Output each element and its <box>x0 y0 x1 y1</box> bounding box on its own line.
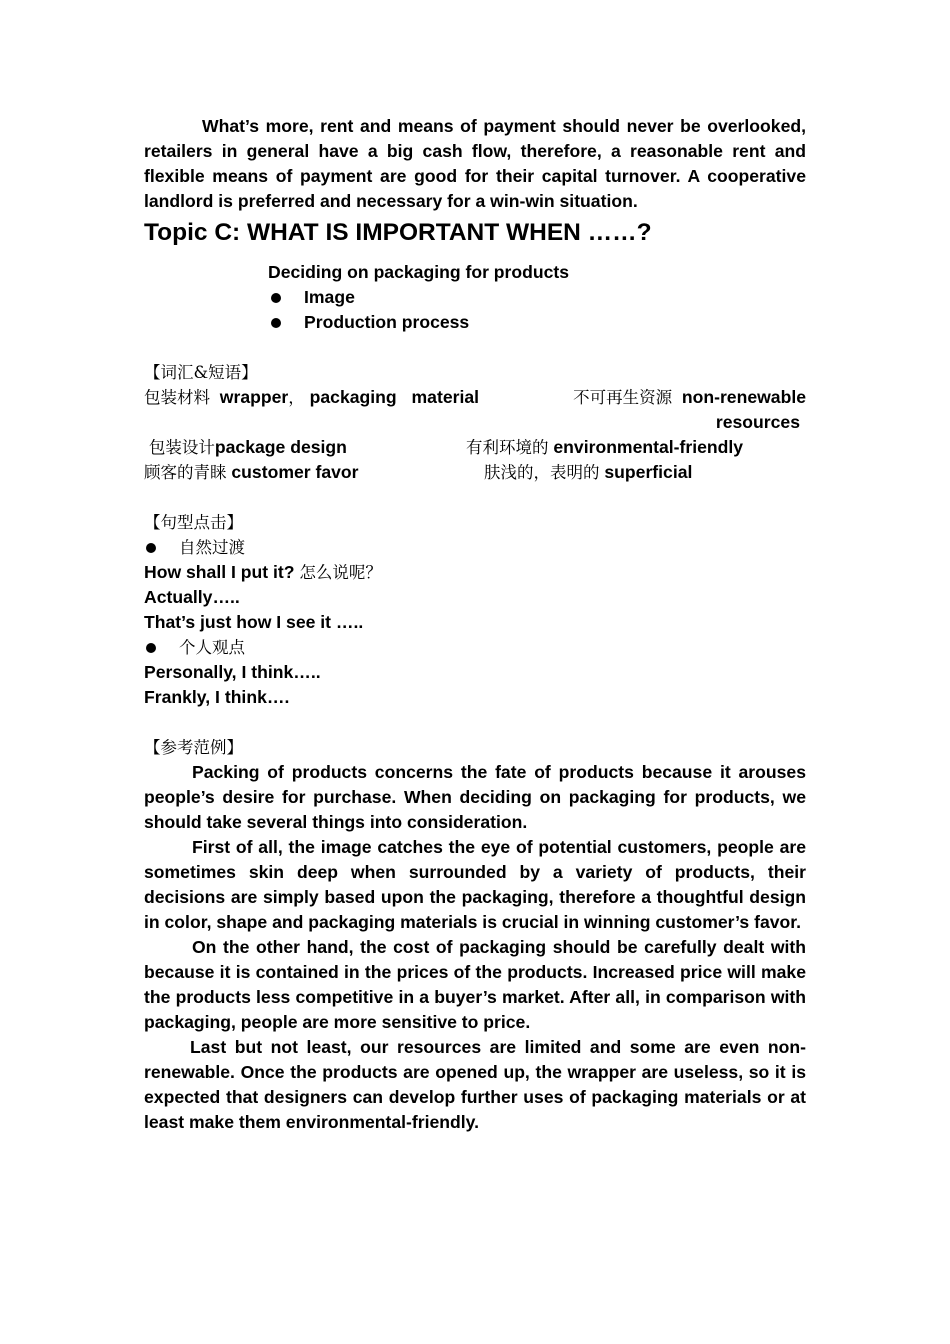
group-label-text: 自然过渡 <box>179 538 245 557</box>
sample-paragraph: First of all, the image catches the eye of potential customers, people are sometimes skin deep when surrounded by a variety of products, their decisions are simply based upon the packaging, therefore a thoughtful design in color, shape and packaging materials is crucial in winning customer’s favor. <box>144 837 806 932</box>
phrase-line: That’s just how I see it ….. <box>144 612 364 632</box>
vocab-row <box>144 385 806 410</box>
vocab-cn: 有利环境的 <box>466 438 549 457</box>
vocab-en: non-renewable <box>681 387 806 407</box>
bullet-icon <box>146 643 156 653</box>
sample-heading: 【参考范例】 <box>144 738 243 757</box>
document-page <box>144 114 806 1135</box>
bullet-icon <box>271 318 281 328</box>
sample-section <box>144 735 806 1135</box>
outline-bullet-text: Image <box>304 287 355 307</box>
vocab-en: wrapper <box>219 387 289 407</box>
phrase-group-label <box>144 635 806 660</box>
vocab-cn: 包装设计 <box>148 438 215 457</box>
sample-paragraph: Packing of products concerns the fate of products because it arouses people’s desire for purchase. When deciding on packaging for products, we should take several things into consideration. <box>144 762 806 832</box>
vocab-cn: 顾客的青睐 <box>144 463 227 482</box>
outline-heading: Deciding on packaging for products <box>268 262 570 282</box>
vocab-continuation: resources <box>715 412 800 432</box>
vocab-cell <box>144 460 466 485</box>
phrases-section <box>144 510 806 710</box>
vocab-sep: ， <box>288 388 305 407</box>
vocab-en: packaging material <box>309 387 480 407</box>
vocab-en: package design <box>214 437 347 457</box>
sample-paragraph: Last but not least, our resources are limited and some are even non-renewable. Once the products are opened up, the wrapper are useless, so it is expected that designers can develop further uses of packaging materials or at least make them environmental-friendly. <box>144 1037 806 1132</box>
vocab-grid <box>144 435 806 485</box>
phrases-heading: 【句型点击】 <box>144 513 243 532</box>
vocab-right <box>573 385 806 410</box>
vocab-section <box>144 360 806 485</box>
bullet-icon <box>271 293 281 303</box>
vocab-cn: 肤浅的，表明的 <box>484 463 600 482</box>
phrase-line: Personally, I think….. <box>144 662 321 682</box>
bullet-icon <box>146 543 156 553</box>
vocab-cell <box>466 460 806 485</box>
vocab-cell <box>466 435 806 460</box>
sample-paragraph: On the other hand, the cost of packaging should be carefully dealt with because it is contained in the prices of the products. Increased price will make the products less competitive in a buyer’s market. After all, in comparison with packaging, people are more sensitive to price. <box>144 937 806 1032</box>
intro-paragraph: What’s more, rent and means of payment should never be overlooked, retailers in general have a big cash flow, therefore, a reasonable rent and flexible means of payment are good for their capital turnover. A cooperative landlord is preferred and necessary for a win-win situation. <box>144 116 806 211</box>
outline-bullet <box>268 285 806 310</box>
vocab-heading: 【词汇&短语】 <box>144 363 258 382</box>
outline-bullet <box>268 310 806 335</box>
vocab-en: superficial <box>604 462 693 482</box>
group-label-text: 个人观点 <box>179 638 245 657</box>
outline <box>268 260 806 335</box>
phrase-line <box>144 560 806 585</box>
vocab-en: environmental-friendly <box>553 437 744 457</box>
topic-title: Topic C: WHAT IS IMPORTANT WHEN ……? <box>144 219 652 246</box>
vocab-cn: 包装材料 <box>144 388 210 407</box>
vocab-left <box>144 385 479 410</box>
vocab-cn: 不可再生资源 <box>573 388 673 407</box>
vocab-en: customer favor <box>231 462 359 482</box>
phrase-cn: 怎么说呢？ <box>299 563 382 582</box>
phrase-en: How shall I put it? <box>144 562 295 582</box>
outline-bullet-text: Production process <box>304 312 470 332</box>
phrase-line: Actually….. <box>144 587 240 607</box>
phrase-group-label <box>144 535 806 560</box>
vocab-cell <box>144 435 466 460</box>
phrase-line: Frankly, I think…. <box>144 687 290 707</box>
